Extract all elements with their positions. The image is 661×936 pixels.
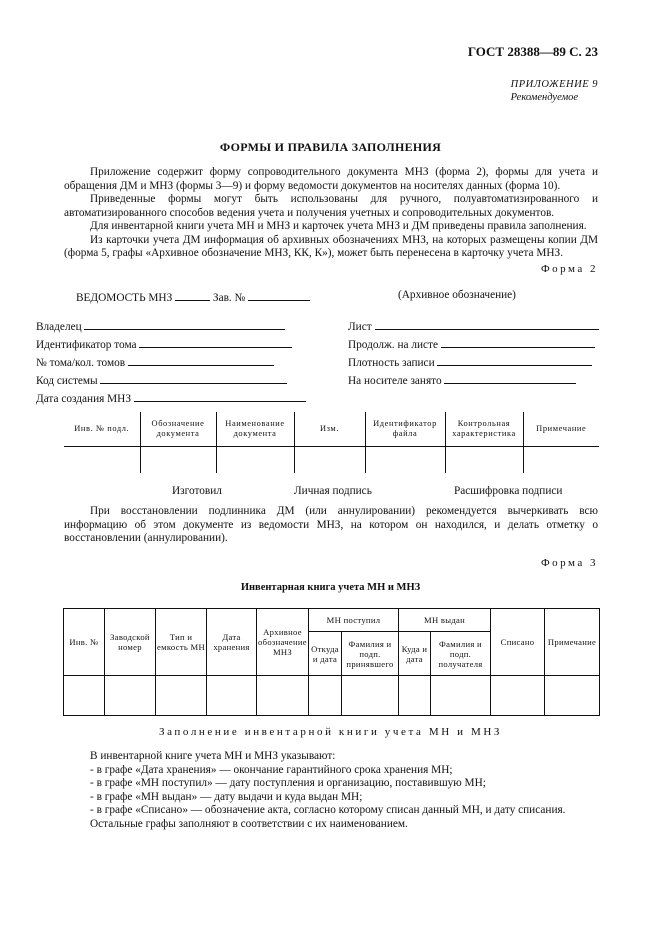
table-cell[interactable] bbox=[140, 447, 216, 474]
field-blank[interactable] bbox=[134, 390, 306, 402]
table-header-row bbox=[64, 609, 600, 632]
col-written-off: Списано bbox=[491, 609, 545, 676]
field-blank[interactable] bbox=[375, 318, 599, 330]
field-blank[interactable] bbox=[139, 336, 292, 348]
table-cell[interactable] bbox=[342, 676, 399, 716]
form3-label: Форма 3 bbox=[540, 557, 598, 569]
zav-blank[interactable] bbox=[248, 289, 310, 301]
field-label: Лист bbox=[348, 321, 372, 333]
col-from: Откуда и дата bbox=[309, 632, 342, 676]
fill-tail: Остальные графы заполняют в соответствии с их наименованием. bbox=[90, 817, 408, 830]
field-blank[interactable] bbox=[100, 372, 287, 384]
table-cell[interactable] bbox=[445, 447, 523, 474]
intro-text bbox=[64, 166, 598, 261]
form3-table bbox=[63, 608, 600, 716]
field-system-code bbox=[36, 372, 287, 387]
fill-lead: В инвентарной книге учета МН и МНЗ указывают: bbox=[90, 750, 336, 762]
table-cell[interactable] bbox=[491, 676, 545, 716]
field-creation-date bbox=[36, 390, 306, 405]
intro-paragraph: Приведенные формы могут быть использованы для ручного, полуавтоматизированного и автоматизированного способов ведения учета и получения учетных и сопроводительных документов. bbox=[64, 193, 598, 219]
col-to: Куда и дата bbox=[399, 632, 431, 676]
field-label: Код системы bbox=[36, 375, 98, 387]
fill-heading: Заполнение инвентарной книги учета МН и МНЗ bbox=[158, 726, 503, 738]
table-cell[interactable] bbox=[431, 676, 491, 716]
field-label: Владелец bbox=[36, 321, 82, 333]
group-issued: МН выдан bbox=[399, 609, 491, 632]
col-note: Примечание bbox=[545, 609, 600, 676]
field-blank[interactable] bbox=[437, 354, 592, 366]
appendix-status: Рекомендуемое bbox=[510, 92, 579, 103]
field-blank[interactable] bbox=[444, 372, 576, 384]
form3-title: Инвентарная книга учета МН и МНЗ bbox=[240, 582, 421, 593]
field-continued bbox=[348, 336, 595, 351]
field-volume-id bbox=[36, 336, 292, 351]
group-received: МН поступил bbox=[309, 609, 399, 632]
table-cell[interactable] bbox=[365, 447, 445, 474]
col-file-id: Идентификатор файла bbox=[365, 412, 445, 447]
table-cell[interactable] bbox=[545, 676, 600, 716]
table-cell[interactable] bbox=[257, 676, 309, 716]
col-receiver: Фамилия и подп. принявшего bbox=[342, 632, 399, 676]
signature-personal: Личная подпись bbox=[294, 485, 372, 497]
field-label: Идентификатор тома bbox=[36, 339, 137, 351]
vedomost-title: ВЕДОМОСТЬ МНЗ bbox=[76, 292, 173, 304]
field-label: № тома/кол. томов bbox=[36, 357, 126, 369]
signature-made-by: Изготовил bbox=[172, 485, 222, 497]
restore-note-text: При восстановлении подлинника ДМ (или аннулировании) рекомендуется вычеркивать всю информацию об этом документе из ведомости МНЗ, на котором он находился, и делать отметку о восстановлении (аннулировании). bbox=[64, 505, 598, 544]
col-note: Примечание bbox=[523, 412, 599, 447]
form2-table bbox=[64, 412, 599, 473]
restore-note bbox=[64, 505, 598, 546]
field-label: Дата создания МНЗ bbox=[36, 393, 131, 405]
field-sheet bbox=[348, 318, 599, 333]
fill-rules bbox=[90, 750, 566, 831]
table-row bbox=[64, 447, 599, 474]
signature-decoding: Расшифровка подписи bbox=[454, 485, 563, 497]
col-inv-number: Инв. № подл. bbox=[64, 412, 140, 447]
table-header-row bbox=[64, 412, 599, 447]
field-occupied bbox=[348, 372, 576, 387]
col-date: Дата хранения bbox=[207, 609, 257, 676]
intro-paragraph: Из карточки учета ДМ информация об архивных обозначениях МНЗ, на которых размещены копии ДМ (форма 5, графы «Архивное обозначение МНЗ, КК, К»), может быть перенесена в карточку учета МНЗ. bbox=[64, 233, 598, 259]
field-blank[interactable] bbox=[84, 318, 285, 330]
page-title: ФОРМЫ И ПРАВИЛА ЗАПОЛНЕНИЯ bbox=[219, 140, 442, 154]
list-item: - в графе «Списано» — обозначение акта, согласно которому списан данный МН, и дату списания. bbox=[90, 804, 566, 816]
field-volume-count bbox=[36, 354, 274, 369]
vedomost-line bbox=[76, 289, 310, 304]
list-item: - в графе «Дата хранения» — окончание гарантийного срока хранения МН; bbox=[90, 763, 453, 776]
col-inv: Инв. № bbox=[64, 609, 105, 676]
col-serial: Заводской номер bbox=[105, 609, 156, 676]
table-cell[interactable] bbox=[294, 447, 365, 474]
field-blank[interactable] bbox=[128, 354, 274, 366]
intro-paragraph: Приложение содержит форму сопроводительного документа МНЗ (форма 2), формы для учета и обращения ДМ и МНЗ (формы 3—9) и форму ведомости документов на носителях данных (форма 10). bbox=[64, 166, 598, 192]
intro-paragraph: Для инвентарной книги учета МН и МНЗ и карточек учета МНЗ и ДМ приведены правила заполнения. bbox=[90, 220, 587, 232]
table-cell[interactable] bbox=[207, 676, 257, 716]
list-item: - в графе «МН поступил» — дату поступления и организацию, поставившую МН; bbox=[90, 777, 486, 789]
table-cell[interactable] bbox=[156, 676, 207, 716]
archive-designation: (Архивное обозначение) bbox=[398, 289, 516, 301]
table-cell[interactable] bbox=[105, 676, 156, 716]
form2-label: Форма 2 bbox=[540, 263, 598, 275]
zav-label: Зав. № bbox=[212, 292, 246, 304]
field-blank[interactable] bbox=[441, 336, 595, 348]
col-designation: Обозначение документа bbox=[140, 412, 216, 447]
col-change: Изм. bbox=[294, 412, 365, 447]
col-archive: Архивное обозначение МНЗ bbox=[257, 609, 309, 676]
col-type: Тип и емкость МН bbox=[156, 609, 207, 676]
field-owner bbox=[36, 318, 285, 333]
table-cell[interactable] bbox=[399, 676, 431, 716]
vedomost-blank[interactable] bbox=[175, 289, 210, 301]
appendix-block bbox=[511, 78, 598, 104]
field-label: Продолж. на листе bbox=[348, 339, 438, 351]
list-item: - в графе «МН выдан» — дату выдачи и куда выдан МН; bbox=[90, 790, 363, 803]
table-cell[interactable] bbox=[64, 676, 105, 716]
table-cell[interactable] bbox=[523, 447, 599, 474]
field-label: Плотность записи bbox=[348, 357, 435, 369]
table-cell[interactable] bbox=[309, 676, 342, 716]
col-doc-name: Наименование документа bbox=[216, 412, 294, 447]
appendix-label: ПРИЛОЖЕНИЕ 9 bbox=[510, 79, 598, 90]
table-cell[interactable] bbox=[64, 447, 140, 474]
field-density bbox=[348, 354, 592, 369]
table-row bbox=[64, 676, 600, 716]
col-checksum: Контрольная характеристика bbox=[445, 412, 523, 447]
col-recipient: Фамилия и подп. получателя bbox=[431, 632, 491, 676]
table-cell[interactable] bbox=[216, 447, 294, 474]
page-header: ГОСТ 28388—89 С. 23 bbox=[467, 44, 598, 59]
field-label: На носителе занято bbox=[348, 375, 442, 387]
